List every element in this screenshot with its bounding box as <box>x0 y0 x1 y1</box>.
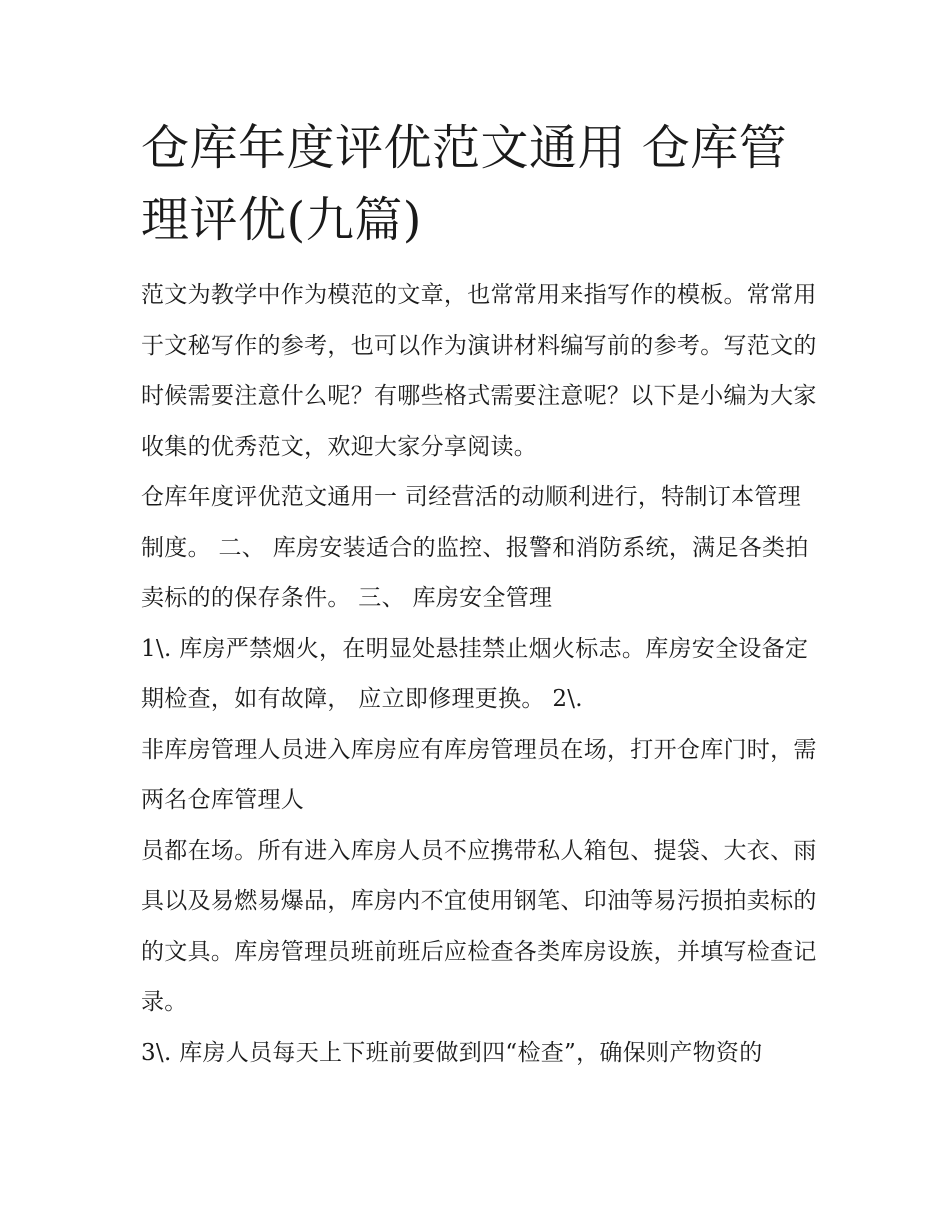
paragraph-staff-rules: 员都在场。所有进入库房人员不应携带私人箱包、提袋、大衣、雨具以及易燃易爆品，库房内不宜使用钢笔、印油等易污损拍卖标的的文具。库房管理员班前班后应检查各类库房设族，并填写检查记录。 <box>141 837 817 1015</box>
paragraph-intro: 范文为教学中作为模范的文章，也常常用来指写作的模板。常常用于文秘写作的参考，也可以作为演讲材料编写前的参考。写范文的时候需要注意什么呢？有哪些格式需要注意呢？以下是小编为大家收集的优秀范文，欢迎大家分享阅读。 <box>141 282 817 460</box>
document-page <box>141 112 821 1078</box>
paragraph-non-staff-entry: 非库房管理人员进入库房应有库房管理员在场，打开仓库门时，需两名仓库管理人 <box>141 736 817 813</box>
paragraph-section-one: 仓库年度评优范文通用一 司经营活的动顺利进行，特制订本管理制度。 二、 库房安装适合的监控、报警和消防系统，满足各类拍卖标的的保存条件。 三、 库房安全管理 <box>141 484 809 611</box>
paragraph-item-1: 1\. 库房严禁烟火，在明显处悬挂禁止烟火标志。库房安全设备定期检查，如有故障， 应立即修理更换。 2\. <box>141 635 809 712</box>
paragraph-item-3: 3\. 库房人员每天上下班前要做到四“检查”，确保则产物资的 <box>141 1039 763 1066</box>
document-title: 仓库年度评优范文通用 仓库管理评优(九篇) <box>141 120 788 248</box>
